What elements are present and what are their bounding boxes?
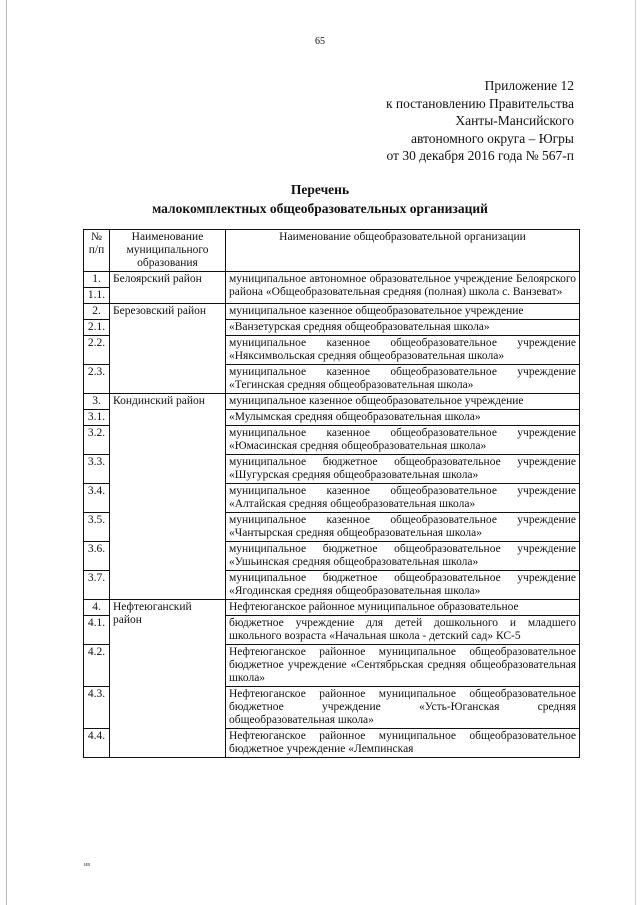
page-number: 65 xyxy=(315,36,325,47)
row-org: муниципальное казенное общеобразовательное учреждение «Няксимвольская средняя общеобразовательная школа» xyxy=(226,336,580,365)
row-org: муниципальное бюджетное общеобразовательное учреждение «Ягодинская средняя общеобразовательная школа» xyxy=(226,571,580,600)
row-org: муниципальное казенное общеобразовательное учреждение «Юмасинская средняя общеобразовательная школа» xyxy=(226,426,580,455)
row-num: 4.2. xyxy=(84,645,110,687)
table-row xyxy=(84,394,580,410)
appendix-line: Приложение 12 xyxy=(484,78,574,93)
row-num: 4.1. xyxy=(84,616,110,645)
row-num: 3.7. xyxy=(84,571,110,600)
row-org: Нефтеюганское районное муниципальное общеобразовательное бюджетное учреждение «Лемпинская xyxy=(226,729,580,758)
row-org: муниципальное бюджетное общеобразовательное учреждение «Шугурская средняя общеобразовательная школа» xyxy=(226,455,580,484)
header-num: № п/п xyxy=(84,230,110,272)
row-org: Нефтеюганское районное муниципальное образовательное xyxy=(226,600,580,616)
row-num: 1.1. xyxy=(84,288,110,304)
row-num: 4. xyxy=(84,600,110,616)
row-num: 2.3. xyxy=(84,365,110,394)
table-row xyxy=(84,272,580,288)
row-org: Нефтеюганское районное муниципальное общеобразовательное бюджетное учреждение «Усть-Юганская средняя общеобразовательная школа» xyxy=(226,687,580,729)
row-num: 3.3. xyxy=(84,455,110,484)
footer-mark: ив xyxy=(84,862,91,868)
row-num: 3.5. xyxy=(84,513,110,542)
scan-edge-right xyxy=(635,0,636,905)
header-district: Наименование муниципального образования xyxy=(110,230,226,272)
row-org: муниципальное казенное общеобразовательное учреждение «Алтайская средняя общеобразовательная школа» xyxy=(226,484,580,513)
row-org: Нефтеюганское районное муниципальное общеобразовательное бюджетное учреждение «Сентябрьская средняя общеобразовательная школа» xyxy=(226,645,580,687)
row-org: «Ванзетурская средняя общеобразовательная школа» xyxy=(226,320,580,336)
row-num: 4.4. xyxy=(84,729,110,758)
row-org: муниципальное бюджетное общеобразовательное учреждение «Ушьинская средняя общеобразовательная школа» xyxy=(226,542,580,571)
row-district: Березовский район xyxy=(110,304,226,394)
row-org: муниципальное казенное общеобразовательное учреждение xyxy=(226,304,580,320)
row-num: 4.3. xyxy=(84,687,110,729)
row-district: Кондинский район xyxy=(110,394,226,600)
table-row xyxy=(84,304,580,320)
table-row xyxy=(84,600,580,616)
row-num: 3.6. xyxy=(84,542,110,571)
title-line: Перечень xyxy=(290,182,350,197)
row-num: 2.1. xyxy=(84,320,110,336)
table-header-row xyxy=(84,230,580,272)
row-org: муниципальное казенное общеобразовательное учреждение xyxy=(226,394,580,410)
row-district: Белоярский район xyxy=(110,272,226,304)
row-org: «Мулымская средняя общеобразовательная школа» xyxy=(226,410,580,426)
appendix-block xyxy=(386,77,574,165)
row-num: 3.4. xyxy=(84,484,110,513)
row-num: 1. xyxy=(84,272,110,288)
row-num: 3.2. xyxy=(84,426,110,455)
document-title xyxy=(0,180,640,218)
row-org: муниципальное казенное общеобразовательное учреждение «Чантырская средняя общеобразовательная школа» xyxy=(226,513,580,542)
row-org: бюджетное учреждение для детей дошкольного и младшего школьного возраста «Начальная школа - детский сад» КС-5 xyxy=(226,616,580,645)
title-line: малокомплектных общеобразовательных организаций xyxy=(152,201,488,216)
row-num: 3.1. xyxy=(84,410,110,426)
organizations-table xyxy=(83,229,580,758)
appendix-line: автономного округа – Югры xyxy=(411,130,574,146)
appendix-line: Ханты-Мансийского xyxy=(455,113,574,128)
header-org: Наименование общеобразовательной организации xyxy=(226,230,580,272)
appendix-line: от 30 декабря 2016 года № 567-п xyxy=(386,148,574,163)
scan-edge-left xyxy=(6,0,7,905)
row-num: 3. xyxy=(84,394,110,410)
row-org: муниципальное автономное образовательное учреждение Белоярского района «Общеобразовательная средняя (полная) школа с. Ванзеват» xyxy=(226,272,580,304)
row-org: муниципальное казенное общеобразовательное учреждение «Тегинская средняя общеобразовательная школа» xyxy=(226,365,580,394)
row-num: 2. xyxy=(84,304,110,320)
row-district: Нефтеюганский район xyxy=(110,600,226,758)
row-num: 2.2. xyxy=(84,336,110,365)
appendix-line: к постановлению Правительства xyxy=(385,95,574,111)
